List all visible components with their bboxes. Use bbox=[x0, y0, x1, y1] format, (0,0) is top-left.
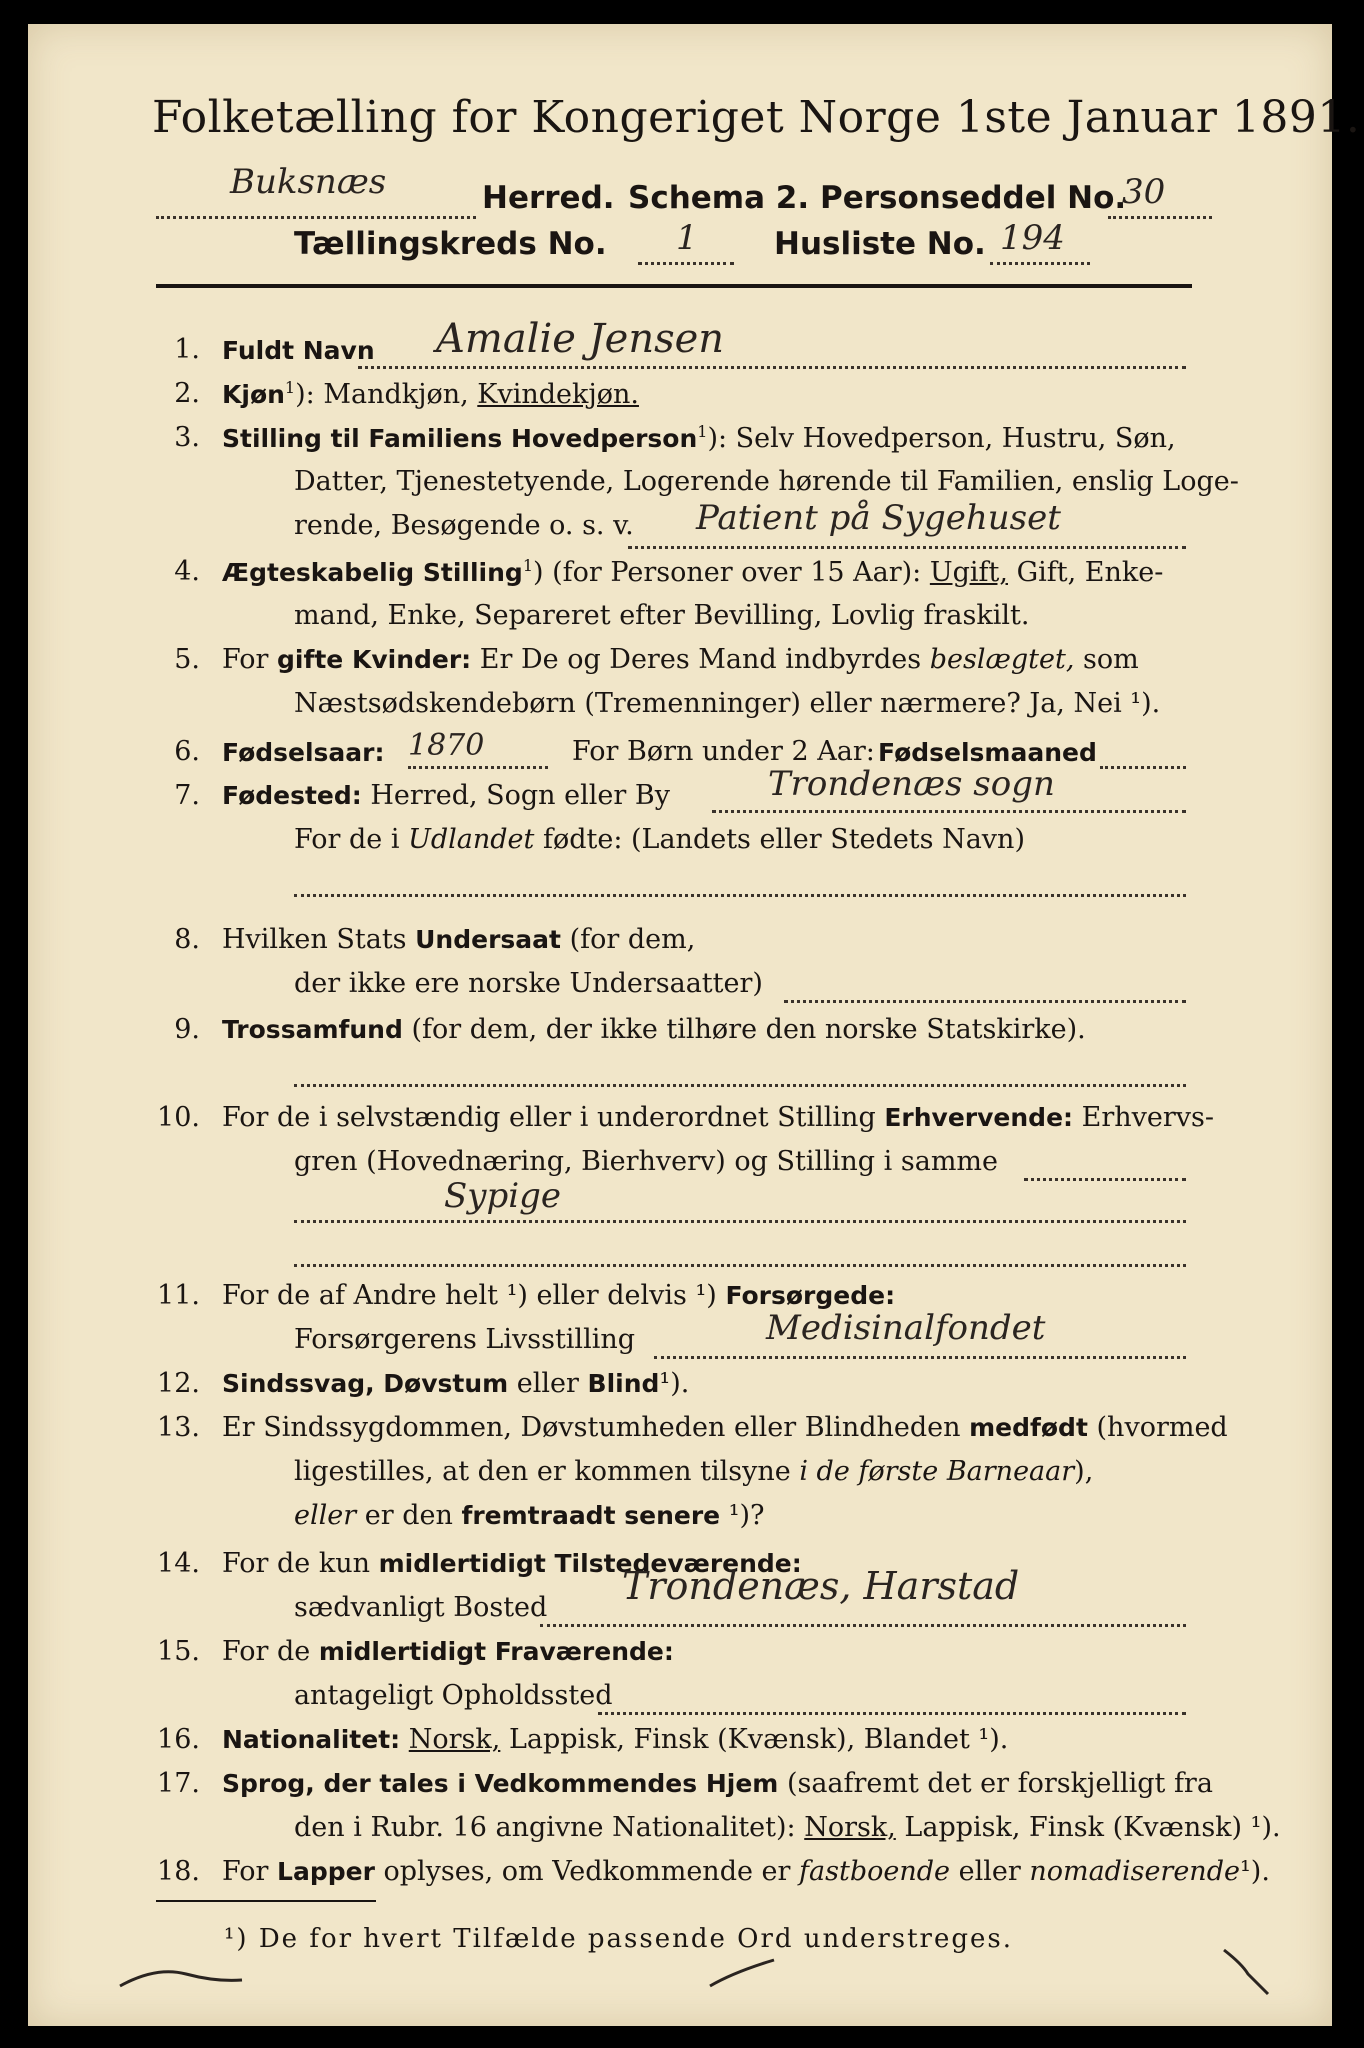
congenital-line-2-text: ligestilles, at den er kommen tilsyne bbox=[294, 1456, 791, 1487]
congenital-or: eller bbox=[294, 1500, 357, 1531]
pen-mark-right bbox=[1218, 1944, 1278, 2000]
schema-label: Schema 2. bbox=[628, 180, 810, 216]
temp-absent-line-2: antageligt Opholdssted bbox=[294, 1680, 613, 1711]
sami-resident: fastboende bbox=[799, 1856, 950, 1887]
birth-month-field bbox=[1100, 748, 1186, 769]
abroad-word: Udlandet bbox=[408, 824, 535, 855]
infant-note: For Børn under 2 Aar: bbox=[572, 736, 875, 767]
position-line-1 bbox=[222, 422, 1176, 454]
nationality-options: Lappisk, Finsk (Kvænsk), Blandet ¹). bbox=[508, 1724, 1009, 1755]
item-number-18: 18. bbox=[157, 1856, 200, 1887]
sex-selected-option: Kvindekjøn. bbox=[477, 379, 639, 410]
religion-line-1 bbox=[222, 1014, 1086, 1045]
item-number-16: 16. bbox=[157, 1724, 200, 1755]
header-rule bbox=[156, 284, 1192, 288]
occupation-line-2: gren (Hovednæring, Bierhverv) og Stilling i samme bbox=[294, 1146, 999, 1177]
birthplace-line-2 bbox=[294, 824, 1025, 855]
disability-footnote: ¹). bbox=[659, 1368, 690, 1399]
item-number-13: 13. bbox=[157, 1412, 200, 1443]
married-women-line-2: Næstsødskendebørn (Tremenninger) eller nærmere? Ja, Nei ¹). bbox=[294, 688, 1161, 719]
congenital-label: medfødt bbox=[969, 1413, 1088, 1442]
supported-label: Forsørgede: bbox=[725, 1281, 896, 1310]
sami-label: Lapper bbox=[277, 1857, 375, 1886]
position-footnote-mark: 1 bbox=[697, 422, 708, 441]
position-line-3: rende, Besøgende o. s. v. bbox=[294, 510, 634, 541]
nationality-selected-option: Norsk, bbox=[408, 1724, 501, 1755]
supporter-value: Medisinalfondet bbox=[766, 1308, 1046, 1348]
item-number-17: 17. bbox=[157, 1768, 200, 1799]
religion-label: Trossamfund bbox=[222, 1015, 403, 1044]
item-number-12: 12. bbox=[157, 1368, 200, 1399]
marital-options-1: Gift, Enke- bbox=[1016, 557, 1164, 588]
subject-field bbox=[784, 982, 1186, 1003]
item-number-3: 3. bbox=[174, 422, 200, 453]
occupation-line-1 bbox=[222, 1102, 1214, 1133]
birthplace-line-1 bbox=[222, 780, 670, 811]
supported-prefix: For de af Andre helt ¹) eller delvis ¹) bbox=[222, 1280, 717, 1311]
temp-present-prefix: For de kun bbox=[222, 1548, 370, 1579]
subject-line-2: der ikke ere norske Undersaatter) bbox=[294, 968, 763, 999]
marital-line-2: mand, Enke, Separeret efter Bevilling, Lovlig fraskilt. bbox=[294, 600, 1030, 631]
item-number-14: 14. bbox=[157, 1548, 200, 1579]
occupation-field-1 bbox=[1024, 1160, 1186, 1181]
sami-text: oplyses, om Vedkommende er bbox=[383, 1856, 791, 1887]
abroad-prefix: For de i bbox=[294, 824, 400, 855]
married-women-related: beslægtet, bbox=[929, 644, 1075, 675]
birth-month-label: Fødselsmaaned bbox=[878, 738, 1097, 767]
congenital-line-2-close: ), bbox=[1074, 1456, 1094, 1487]
nationality-label: Nationalitet: bbox=[222, 1725, 401, 1754]
married-women-line-1 bbox=[222, 644, 1139, 675]
disability-line bbox=[222, 1368, 689, 1399]
sami-nomadic: nomadiserende bbox=[1029, 1856, 1240, 1887]
position-label: Stilling til Familiens Hovedperson bbox=[222, 424, 698, 453]
sex-line bbox=[222, 378, 639, 410]
congenital-tail: (hvormed bbox=[1096, 1412, 1228, 1443]
item-number-5: 5. bbox=[174, 644, 200, 675]
congenital-line-3 bbox=[294, 1500, 765, 1531]
language-note: (saafremt det er forskjelligt fra bbox=[786, 1768, 1213, 1799]
sami-footnote: ¹). bbox=[1239, 1856, 1270, 1887]
herred-label: Herred. bbox=[482, 180, 615, 216]
occupation-value: Sypige bbox=[444, 1176, 562, 1216]
language-line-2-text: den i Rubr. 16 angivne Nationalitet): bbox=[294, 1812, 796, 1843]
item-number-10: 10. bbox=[157, 1102, 200, 1133]
item-number-15: 15. bbox=[157, 1636, 200, 1667]
blind-label: Blind bbox=[587, 1369, 660, 1398]
husliste-value: 194 bbox=[1000, 218, 1065, 258]
temp-absent-label: midlertidigt Fraværende: bbox=[318, 1637, 674, 1666]
form-title: Folketælling for Kongeriget Norge 1ste Januar 1891. bbox=[152, 92, 1361, 143]
sex-text: ): Mandkjøn, bbox=[295, 379, 469, 410]
birthplace-options: Herred, Sogn eller By bbox=[370, 780, 670, 811]
religion-note: (for dem, der ikke tilhøre den norske Statskirke). bbox=[411, 1014, 1086, 1045]
occupation-field-2 bbox=[294, 1202, 1186, 1223]
footnote: ¹) De for hvert Tilfælde passende Ord understreges. bbox=[224, 1924, 1014, 1954]
congenital-line-3-text: er den bbox=[364, 1500, 453, 1531]
full-name-value: Amalie Jensen bbox=[436, 316, 725, 362]
language-label: Sprog, der tales i Vedkommendes Hjem bbox=[222, 1769, 779, 1798]
sami-line bbox=[222, 1856, 1270, 1887]
sami-or: eller bbox=[958, 1856, 1021, 1887]
kreds-label: Tællingskreds No. bbox=[294, 226, 607, 262]
married-women-tail: som bbox=[1083, 644, 1139, 675]
item-number-9: 9. bbox=[174, 1014, 200, 1045]
residence-field bbox=[540, 1606, 1186, 1627]
occupation-field-3 bbox=[294, 1246, 1186, 1267]
stay-field bbox=[598, 1694, 1186, 1715]
married-women-prefix: For bbox=[222, 644, 269, 675]
birth-year-label: Fødselsaar: bbox=[222, 738, 385, 767]
footnote-rule bbox=[156, 1900, 376, 1902]
supported-line-1 bbox=[222, 1280, 895, 1311]
personseddel-label: Personseddel No. bbox=[820, 180, 1127, 216]
congenital-prefix: Er Sindssygdommen, Døvstumheden eller Blindheden bbox=[222, 1412, 961, 1443]
pen-mark-left bbox=[116, 1954, 246, 1994]
temp-absent-prefix: For de bbox=[222, 1636, 311, 1667]
temp-present-line-2: sædvanligt Bosted bbox=[294, 1592, 548, 1623]
item-number-8: 8. bbox=[174, 924, 200, 955]
marital-line-1 bbox=[222, 556, 1163, 588]
congenital-line-1 bbox=[222, 1412, 1228, 1443]
pen-mark-center bbox=[704, 1952, 784, 1992]
later-onset-label: fremtraadt senere bbox=[461, 1501, 721, 1530]
subject-label: Undersaat bbox=[415, 925, 561, 954]
disability-label: Sindssvag, Døvstum bbox=[222, 1369, 509, 1398]
marital-selected-option: Ugift, bbox=[929, 557, 1008, 588]
marital-footnote-mark: 1 bbox=[522, 556, 534, 575]
item-number-11: 11. bbox=[157, 1280, 200, 1311]
full-name-label: Fuldt Navn bbox=[222, 336, 375, 365]
language-options: Lappisk, Finsk (Kvænsk) ¹). bbox=[904, 1812, 1281, 1843]
marital-note: ) (for Personer over 15 Aar): bbox=[533, 557, 922, 588]
residence-value: Trondenæs, Harstad bbox=[622, 1564, 1020, 1608]
personseddel-value: 30 bbox=[1122, 172, 1166, 212]
item-number-6: 6. bbox=[174, 736, 200, 767]
married-women-label: gifte Kvinder: bbox=[277, 645, 472, 674]
subject-line-1 bbox=[222, 924, 695, 955]
later-onset-footnote: ¹)? bbox=[728, 1500, 765, 1531]
sex-footnote-mark: 1 bbox=[284, 378, 296, 397]
marital-label: Ægteskabelig Stilling bbox=[222, 558, 523, 587]
item-number-4: 4. bbox=[174, 556, 200, 587]
subject-prefix: Hvilken Stats bbox=[222, 924, 407, 955]
birth-year-value: 1870 bbox=[408, 728, 485, 763]
position-value: Patient på Sygehuset bbox=[696, 498, 1061, 538]
language-line-1 bbox=[222, 1768, 1213, 1799]
temp-present-label: midlertidigt Tilstedeværende: bbox=[378, 1549, 802, 1578]
birthplace-value: Trondenæs sogn bbox=[768, 764, 1055, 804]
disability-or: eller bbox=[516, 1368, 579, 1399]
congenital-line-2 bbox=[294, 1456, 1093, 1487]
religion-field bbox=[294, 1066, 1186, 1087]
sex-label: Kjøn bbox=[222, 380, 285, 409]
husliste-label: Husliste No. bbox=[774, 226, 986, 262]
birthplace-label: Fødested: bbox=[222, 781, 362, 810]
temp-absent-line-1 bbox=[222, 1636, 674, 1667]
subject-tail: (for dem, bbox=[569, 924, 696, 955]
nationality-line bbox=[222, 1724, 1008, 1755]
item-number-7: 7. bbox=[174, 780, 200, 811]
item-number-2: 2. bbox=[174, 378, 200, 409]
position-line-2: Datter, Tjenestetyende, Logerende hørende til Familien, enslig Loge- bbox=[294, 466, 1239, 497]
occupation-tail: Erhvervs- bbox=[1081, 1102, 1215, 1133]
occupation-label: Erhvervende: bbox=[884, 1103, 1074, 1132]
congenital-childhood: i de første Barneaar bbox=[799, 1456, 1075, 1487]
abroad-field bbox=[294, 876, 1186, 897]
occupation-prefix: For de i selvstændig eller i underordnet Stilling bbox=[222, 1102, 876, 1133]
married-women-question: Er De og Deres Mand indbyrdes bbox=[479, 644, 922, 675]
position-options-1: ): Selv Hovedperson, Hustru, Søn, bbox=[707, 423, 1176, 454]
sami-prefix: For bbox=[222, 1856, 269, 1887]
item-number-1: 1. bbox=[174, 334, 200, 365]
kreds-value: 1 bbox=[676, 218, 698, 258]
language-line-2 bbox=[294, 1812, 1281, 1843]
supported-line-2: Forsørgerens Livsstilling bbox=[294, 1324, 636, 1355]
herred-value: Buksnæs bbox=[230, 162, 387, 202]
abroad-tail: fødte: (Landets eller Stedets Navn) bbox=[542, 824, 1025, 855]
language-selected-option: Norsk, bbox=[804, 1812, 896, 1843]
census-form bbox=[28, 24, 1361, 2026]
